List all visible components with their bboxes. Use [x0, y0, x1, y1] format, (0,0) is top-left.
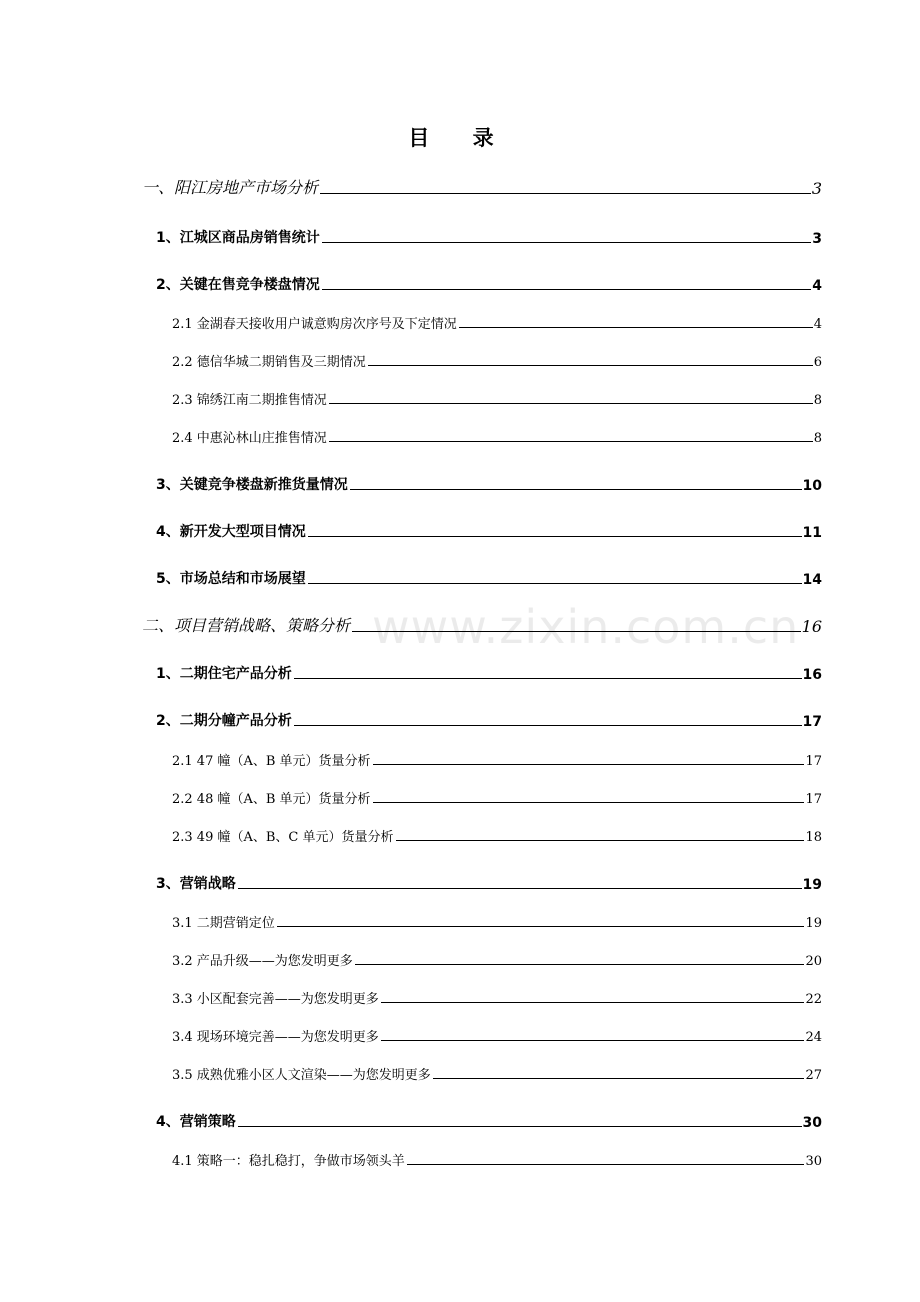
toc-leader-line	[373, 764, 805, 765]
toc-entry-page: 16	[802, 667, 822, 683]
toc-entry-page: 8	[813, 393, 822, 408]
toc-entry[interactable]	[156, 871, 822, 893]
toc-entry-page: 3	[812, 231, 822, 247]
toc-entry[interactable]	[156, 1109, 822, 1131]
toc-entry[interactable]	[172, 985, 822, 1007]
toc-entry[interactable]	[156, 566, 822, 588]
toc-entry-label: 2.1 金湖春天接收用户诚意购房次序号及下定情况	[172, 317, 457, 332]
toc-leader-line	[308, 583, 802, 584]
toc-leader-line	[277, 926, 805, 927]
toc-entry-label: 3、营销战略	[156, 876, 236, 892]
toc-entry-label: 2、二期分幢产品分析	[156, 713, 292, 729]
toc-leader-line	[238, 888, 802, 889]
toc-leader-line	[368, 365, 813, 366]
toc-entry[interactable]	[172, 424, 822, 446]
toc-leader-line	[396, 840, 805, 841]
toc-entry-label: 3、关键竞争楼盘新推货量情况	[156, 477, 348, 493]
toc-entry-page: 14	[802, 572, 822, 588]
toc-entry-label: 1、二期住宅产品分析	[156, 666, 292, 682]
toc-leader-line	[407, 1164, 805, 1165]
toc-entry-page: 16	[801, 617, 822, 636]
toc-entry-label: 3.5 成熟优雅小区人文渲染——为您发明更多	[172, 1068, 431, 1083]
toc-entry-label: 2、关键在售竞争楼盘情况	[156, 277, 320, 293]
toc-leader-line	[294, 725, 802, 726]
toc-entry[interactable]	[172, 909, 822, 931]
toc-entry-label: 3.1 二期营销定位	[172, 916, 275, 931]
toc-entry-page: 4	[813, 317, 822, 332]
toc-entry-page: 17	[802, 714, 822, 730]
page-title: 目 录	[408, 126, 512, 150]
toc-entry-page: 3	[811, 179, 822, 198]
toc-entry[interactable]	[172, 386, 822, 408]
toc-entry-label: 3.3 小区配套完善——为您发明更多	[172, 992, 379, 1007]
toc-entry[interactable]	[156, 472, 822, 494]
toc-entry[interactable]	[156, 708, 822, 730]
toc-entry-page: 10	[802, 478, 822, 494]
toc-entry-page: 17	[805, 792, 822, 807]
toc-entry-label: 3.2 产品升级——为您发明更多	[172, 954, 353, 969]
toc-leader-line	[322, 289, 812, 290]
toc-entry-label: 2.1 47 幢（A、B 单元）货量分析	[172, 754, 371, 769]
toc-entry[interactable]	[172, 348, 822, 370]
toc-entry-page: 19	[805, 916, 822, 931]
toc-entry[interactable]	[156, 225, 822, 247]
toc-entry-label: 3.4 现场环境完善——为您发明更多	[172, 1030, 379, 1045]
toc-entry-page: 6	[813, 355, 822, 370]
toc-entry[interactable]	[172, 310, 822, 332]
toc-entry[interactable]	[156, 272, 822, 294]
toc-entry-page: 30	[802, 1115, 822, 1131]
toc-entry-label: 5、市场总结和市场展望	[156, 571, 306, 587]
toc-leader-line	[308, 536, 802, 537]
toc-entry[interactable]	[172, 947, 822, 969]
toc-entry[interactable]	[172, 1023, 822, 1045]
toc-entry-page: 20	[805, 954, 822, 969]
toc-leader-line	[433, 1078, 805, 1079]
toc-entry[interactable]	[172, 1147, 822, 1169]
toc-entry-label: 2.3 49 幢（A、B、C 单元）货量分析	[172, 830, 394, 845]
toc-leader-line	[381, 1040, 805, 1041]
toc-entry[interactable]	[156, 519, 822, 541]
toc-entry-label: 一、阳江房地产市场分析	[142, 178, 319, 197]
toc-entry[interactable]	[172, 785, 822, 807]
toc-entry-page: 24	[805, 1030, 822, 1045]
toc-entry-label: 2.4 中惠沁林山庄推售情况	[172, 431, 327, 446]
toc-leader-line	[381, 1002, 805, 1003]
toc-leader-line	[350, 489, 802, 490]
toc-leader-line	[322, 242, 812, 243]
toc-entry-page: 8	[813, 431, 822, 446]
toc-entry[interactable]	[172, 1061, 822, 1083]
toc-entry-page: 27	[805, 1068, 822, 1083]
toc-entry-label: 4、营销策略	[156, 1114, 236, 1130]
toc-leader-line	[329, 403, 813, 404]
toc-entry-label: 4.1 策略一：稳扎稳打，争做市场领头羊	[172, 1154, 405, 1169]
toc-entry-label: 2.3 锦绣江南二期推售情况	[172, 393, 327, 408]
toc-entry-label: 2.2 48 幢（A、B 单元）货量分析	[172, 792, 371, 807]
toc-entry-page: 30	[805, 1154, 822, 1169]
toc-entry-page: 22	[805, 992, 822, 1007]
watermark: www.zixin.com.cn	[372, 600, 800, 654]
toc-leader-line	[355, 964, 805, 965]
toc-entry-page: 18	[805, 830, 822, 845]
toc-entry-page: 4	[812, 278, 822, 294]
toc-leader-line	[373, 802, 805, 803]
toc-leader-line	[294, 678, 802, 679]
toc-entry-label: 1、江城区商品房销售统计	[156, 230, 320, 246]
toc-leader-line	[329, 441, 813, 442]
toc-entry-label: 4、新开发大型项目情况	[156, 524, 306, 540]
toc-entry-page: 17	[805, 754, 822, 769]
toc-leader-line	[238, 1126, 802, 1127]
toc-entry-page: 11	[802, 525, 822, 541]
toc-entry[interactable]	[142, 176, 822, 198]
toc-entry[interactable]	[172, 747, 822, 769]
toc-entry[interactable]	[156, 661, 822, 683]
toc-entry-page: 19	[802, 877, 822, 893]
toc-entry[interactable]	[172, 823, 822, 845]
toc-leader-line	[320, 193, 811, 194]
toc-entry-label: 2.2 德信华城二期销售及三期情况	[172, 355, 366, 370]
toc-leader-line	[459, 327, 813, 328]
toc-entry-label: 二、项目营销战略、策略分析	[142, 616, 351, 635]
